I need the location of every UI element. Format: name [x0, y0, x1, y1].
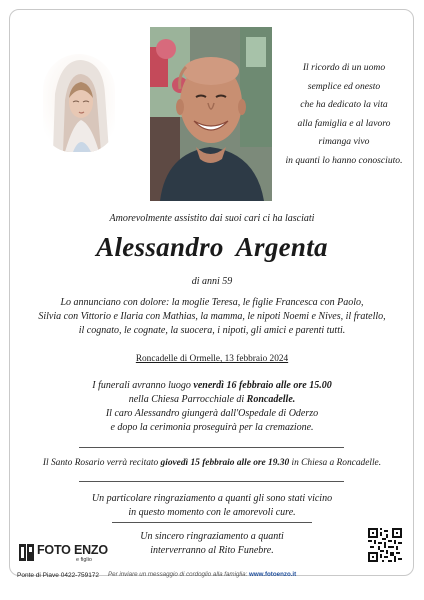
memorial-poem: [282, 59, 406, 171]
announcement-line: Lo annunciano con dolore: la moglie Teresa, le figlie Francesca con Paolo,: [60, 297, 364, 308]
rosary-line: [0, 458, 424, 468]
funeral-line: e dopo la cerimonia proseguirà per la cremazione.: [110, 422, 314, 433]
announcement: [0, 296, 424, 338]
poem-line: alla famiglia e al lavoro: [297, 117, 391, 129]
rosary-place: in Chiesa a Roncadelle.: [289, 458, 382, 468]
divider: [112, 522, 312, 523]
poem-line: Il ricordo di un uomo: [302, 62, 386, 73]
foto-enzo-logo: [18, 542, 108, 566]
portrait-photo: [150, 27, 272, 201]
madonna-image: [43, 54, 115, 152]
funeral-text: nella Chiesa Parrocchiale di: [128, 394, 247, 405]
funeral-home-contact: Ponte di Piave 0422-759172: [17, 572, 100, 579]
funeral-details: [0, 379, 424, 435]
funeral-line: [0, 393, 424, 407]
condolence-text: Per inviare un messaggio di cordoglio alla famiglia:: [108, 571, 250, 578]
condolence-note: [108, 571, 296, 578]
assisted-line: Amorevolmente assistito dai suoi cari ci ha lasciati: [109, 213, 315, 224]
divider: [79, 481, 344, 482]
thanks-line: Un sincero ringraziamento a quanti: [140, 531, 284, 542]
poem-line: rimanga vivo: [318, 136, 370, 148]
place-date: [0, 354, 424, 364]
poem-line: semplice ed onesto: [307, 80, 381, 92]
logo-subtext: e figlio: [76, 557, 92, 563]
funeral-line: Il caro Alessandro giungerà dall'Ospedale di Oderzo: [105, 408, 319, 419]
thanks-line: interverranno al Rito Funebre.: [150, 545, 274, 556]
age-line: di anni 59: [191, 276, 233, 287]
rosary-text: Il Santo Rosario verrà recitato: [42, 458, 161, 468]
deceased-name: Alessandro Argenta: [96, 232, 328, 262]
place-date-text: Roncadelle di Ormelle, 13 febbraio 2024: [135, 354, 289, 364]
rosary-date-time: giovedì 15 febbraio alle ore 19.30: [160, 458, 290, 468]
thanks-line: in questo momento con le amorevoli cure.: [128, 507, 296, 518]
qr-code-icon[interactable]: [368, 528, 402, 562]
announcement-line: il cognato, le cognate, la suocera, i nipoti, gli amici e parenti tutti.: [78, 325, 346, 336]
poem-line: che ha dedicato la vita: [300, 99, 388, 111]
divider: [79, 447, 344, 448]
funeral-line: [0, 379, 424, 393]
logo-mark-icon: [18, 542, 36, 562]
logo-text: FOTO ENZO: [37, 543, 108, 557]
funeral-place: Roncadelle.: [246, 394, 296, 405]
poem-line: in quanti lo hanno conosciuto.: [285, 154, 403, 166]
website-link[interactable]: www.fotoenzo.it: [249, 571, 297, 578]
thanks-line: Un particolare ringraziamento a quanti gli sono stati vicino: [91, 493, 333, 504]
funeral-date-time: venerdì 16 febbraio alle ore 15.00: [193, 380, 332, 391]
announcement-line: Silvia con Vittorio e Ilaria con Mathias, la mamma, le nipoti Noemi e Nives, il fratello,: [38, 311, 386, 322]
funeral-text: I funerali avranno luogo: [92, 380, 194, 391]
thanks-care: [0, 492, 424, 520]
